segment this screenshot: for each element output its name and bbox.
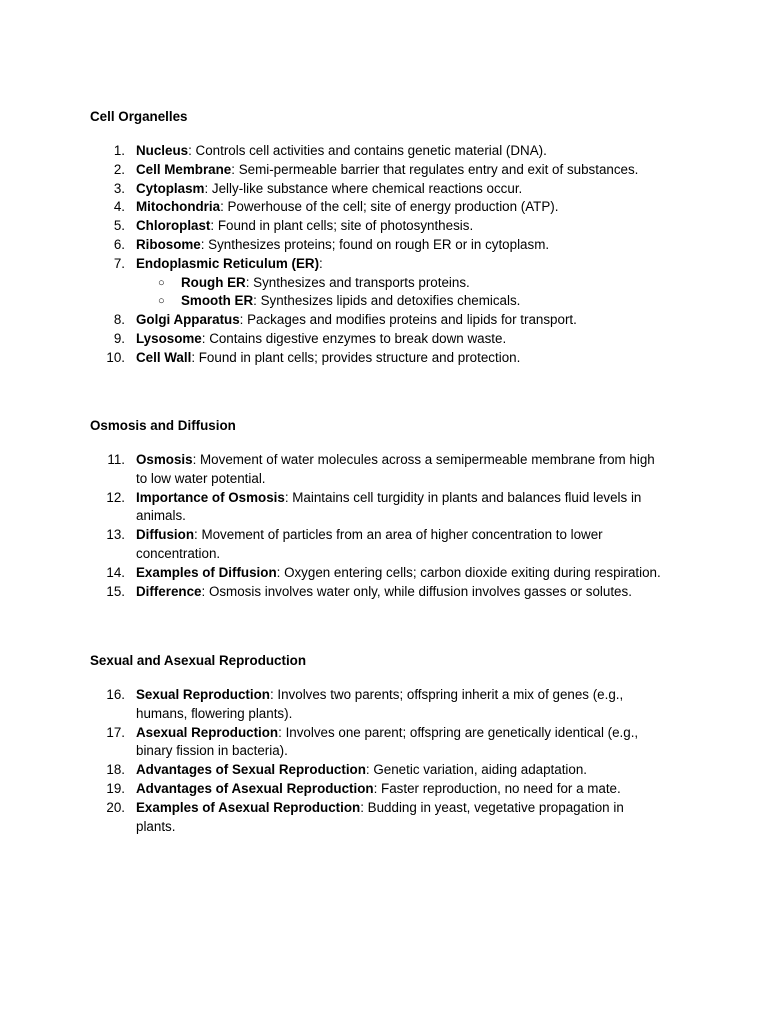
- list-cell-organelles: [90, 142, 690, 368]
- section-heading-cell-organelles: Cell Organelles: [90, 109, 188, 124]
- list-item: 7. Endoplasmic Reticulum (ER):: [113, 255, 323, 271]
- list-osmosis-diffusion: [90, 451, 690, 601]
- circle-bullet-icon: ○: [158, 276, 165, 289]
- list-item: 15. Difference: Osmosis involves water only, while diffusion involves gasses or solutes.: [106, 583, 632, 599]
- list-item: 2. Cell Membrane: Semi-permeable barrier that regulates entry and exit of substances.: [113, 161, 639, 177]
- list-item: 10. Cell Wall: Found in plant cells; provides structure and protection.: [106, 349, 521, 365]
- list-reproduction: [90, 686, 690, 836]
- list-item: 18. Advantages of Sexual Reproduction: Genetic variation, aiding adaptation.: [106, 762, 588, 778]
- list-item: 4. Mitochondria: Powerhouse of the cell; site of energy production (ATP).: [113, 199, 559, 215]
- list-item: 17. Asexual Reproduction: Involves one parent; offspring are genetically identical (e.g., binary fission in bacteria).: [106, 724, 639, 759]
- list-item: 20. Examples of Asexual Reproduction: Budding in yeast, vegetative propagation in plants.: [106, 799, 624, 834]
- sub-list-item: ○ Rough ER: Synthesizes and transports proteins.: [90, 274, 690, 293]
- list-item: 1. Nucleus: Controls cell activities and contains genetic material (DNA).: [113, 143, 547, 158]
- list-item: 14. Examples of Diffusion: Oxygen entering cells; carbon dioxide exiting during respiration.: [106, 564, 661, 580]
- list-item: 5. Chloroplast: Found in plant cells; site of photosynthesis.: [113, 218, 474, 234]
- list-item: 12. Importance of Osmosis: Maintains cell turgidity in plants and balances fluid levels in animals.: [106, 489, 642, 524]
- list-item: 16. Sexual Reproduction: Involves two parents; offspring inherit a mix of genes (e.g., humans, flowering plants).: [106, 687, 624, 721]
- list-item: 13. Diffusion: Movement of particles from an area of higher concentration to lower concentration.: [106, 527, 603, 561]
- section-heading-reproduction: Sexual and Asexual Reproduction: [90, 653, 307, 668]
- section-heading-osmosis-diffusion: Osmosis and Diffusion: [90, 418, 236, 433]
- list-item: 3. Cytoplasm: Jelly-like substance where chemical reactions occur.: [113, 180, 523, 196]
- circle-bullet-icon: ○: [158, 295, 165, 308]
- list-item: 19. Advantages of Asexual Reproduction: Faster reproduction, no need for a mate.: [106, 780, 621, 796]
- list-item: 9. Lysosome: Contains digestive enzymes to break down waste.: [113, 330, 507, 346]
- list-item: 8. Golgi Apparatus: Packages and modifies proteins and lipids for transport.: [113, 312, 577, 328]
- list-item: 11. Osmosis: Movement of water molecules across a semipermeable membrane from high to low water potential.: [107, 452, 655, 486]
- list-item: 6. Ribosome: Synthesizes proteins; found on rough ER or in cytoplasm.: [113, 236, 550, 252]
- sub-list-item: ○ Smooth ER: Synthesizes lipids and detoxifies chemicals.: [90, 292, 690, 311]
